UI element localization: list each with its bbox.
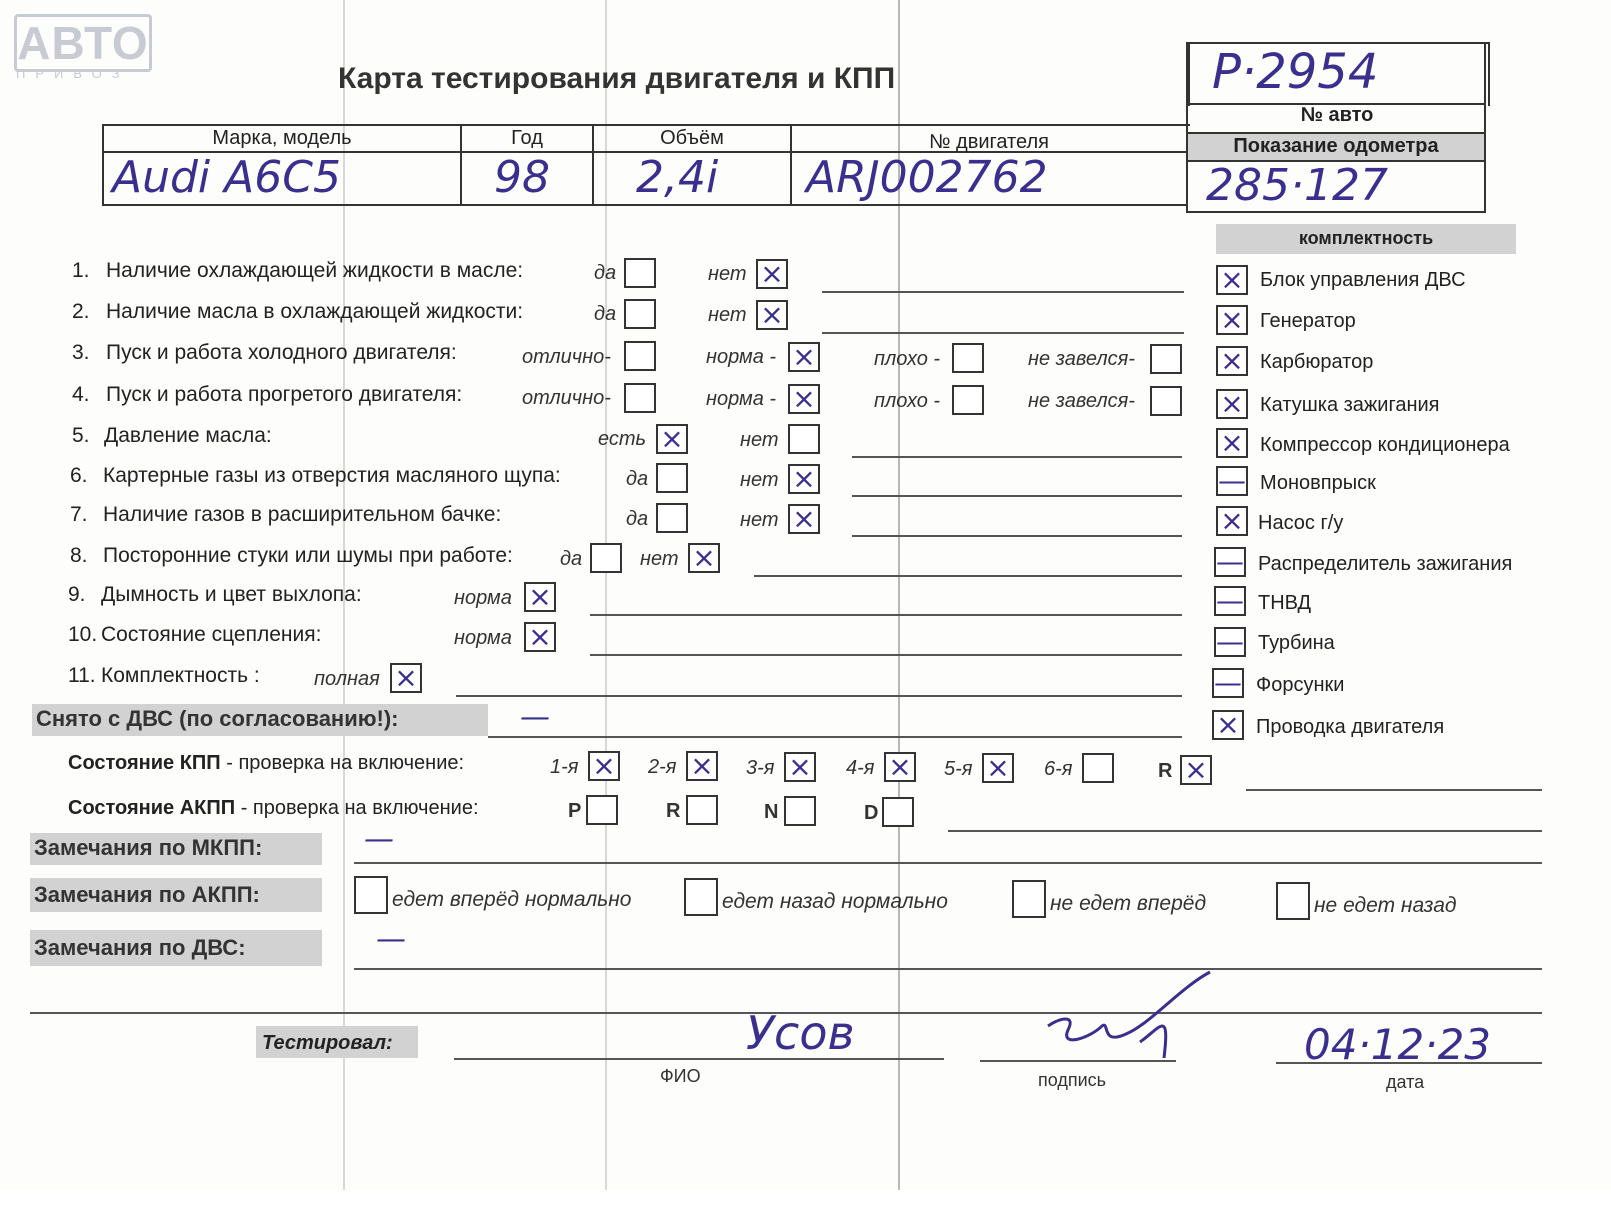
option-checkbox[interactable]: ×	[756, 259, 788, 289]
comment-line	[354, 968, 1542, 970]
question-text: Картерные газы из отверстия масляного щупа:	[103, 464, 561, 487]
completeness-item: Генератор	[1260, 310, 1356, 332]
mode-checkbox[interactable]	[882, 797, 914, 827]
option-label: нет	[740, 429, 779, 451]
header-odometer: Показание одометра	[1233, 135, 1439, 157]
gear-checkbox[interactable]: ×	[1180, 755, 1212, 785]
question-number: 11.	[68, 664, 96, 687]
option-checkbox[interactable]	[952, 343, 984, 373]
header-year: Год	[511, 127, 543, 149]
gear-label: R	[1158, 760, 1173, 782]
question-number: 6.	[70, 464, 88, 487]
completeness-item: Форсунки	[1256, 674, 1345, 696]
completeness-item: Проводка двигателя	[1256, 716, 1445, 738]
option-label: не завелся-	[1028, 348, 1135, 370]
car-number-value: Р·2954	[1212, 44, 1379, 100]
completeness-checkbox[interactable]: ×	[1216, 506, 1248, 536]
akpp-label: Состояние АКПП - проверка на включение:	[68, 797, 479, 819]
question-text: Комплектность :	[101, 664, 260, 687]
comment-line	[1246, 789, 1542, 791]
signature-caption: подпись	[1038, 1070, 1107, 1090]
completeness-item: Карбюратор	[1260, 351, 1374, 373]
question-number: 1.	[72, 259, 90, 282]
akpp-remark-option: едет вперёд нормально	[392, 888, 632, 911]
question-text: Состояние сцепления:	[101, 623, 322, 646]
option-checkbox[interactable]: ×	[688, 543, 720, 573]
question-number: 7.	[70, 503, 88, 526]
option-label: да	[560, 548, 583, 570]
option-checkbox[interactable]	[1150, 344, 1182, 374]
question-text: Наличие охлаждающей жидкости в масле:	[106, 259, 524, 282]
option-checkbox[interactable]: ×	[524, 582, 556, 612]
mode-checkbox[interactable]	[784, 796, 816, 826]
option-label: не завелся-	[1028, 390, 1135, 412]
completeness-item: ТНВД	[1258, 592, 1312, 614]
question-number: 5.	[72, 424, 90, 447]
value-make: Audi A6C5	[112, 152, 341, 203]
comment-line	[354, 862, 1542, 864]
option-label: нет	[640, 548, 679, 570]
option-label: отлично-	[522, 346, 611, 368]
mode-label: N	[764, 801, 779, 823]
option-label: норма -	[706, 346, 777, 368]
mode-label: P	[568, 800, 582, 822]
gear-label: 6-я	[1044, 758, 1073, 780]
value-engine-number: ARJ002762	[806, 152, 1048, 203]
question-text: Дымность и цвет выхлопа:	[101, 583, 362, 606]
option-label: да	[626, 468, 649, 490]
option-checkbox[interactable]	[624, 258, 656, 288]
fio-value: Усов	[746, 1006, 855, 1060]
value-odometer: 285·127	[1206, 160, 1388, 211]
comment-line	[822, 332, 1184, 334]
completeness-checkbox[interactable]: ×	[1216, 305, 1248, 335]
option-checkbox[interactable]	[656, 463, 688, 493]
remarks-akpp-label: Замечания по АКПП:	[34, 882, 260, 907]
completeness-item: Насос г/у	[1258, 512, 1344, 534]
completeness-checkbox[interactable]: —	[1216, 584, 1244, 617]
completeness-checkbox[interactable]: —	[1218, 464, 1246, 497]
completeness-checkbox[interactable]: ×	[1216, 265, 1248, 295]
option-label: норма -	[706, 388, 777, 410]
completeness-title: комплектность	[1298, 228, 1434, 248]
completeness-checkbox[interactable]: ×	[1212, 710, 1244, 740]
comment-line	[948, 830, 1542, 832]
akpp-remark-checkbox[interactable]	[354, 876, 388, 914]
option-checkbox[interactable]: ×	[788, 464, 820, 494]
gear-checkbox[interactable]: ×	[884, 752, 916, 782]
gear-label: 3-я	[746, 757, 775, 779]
gear-label: 4-я	[846, 757, 875, 779]
option-label: да	[594, 262, 617, 284]
comment-line	[852, 535, 1182, 537]
gear-checkbox[interactable]: ×	[784, 752, 816, 782]
akpp-remark-option: едет назад нормально	[722, 890, 948, 913]
mode-checkbox[interactable]	[686, 795, 718, 825]
removed-value: —	[520, 700, 550, 735]
option-checkbox[interactable]: ×	[788, 384, 820, 414]
comment-line	[590, 614, 1182, 616]
option-label: плохо -	[874, 348, 941, 370]
mode-checkbox[interactable]	[586, 795, 618, 825]
question-number: 4.	[72, 383, 90, 406]
question-text: Посторонние стуки или шумы при работе:	[103, 544, 513, 567]
fio-line	[454, 1058, 944, 1060]
page-title: Карта тестирования двигателя и КПП	[338, 62, 896, 95]
option-label: полная	[314, 668, 380, 690]
value-volume: 2,4i	[636, 152, 719, 203]
logo: АВТО	[14, 14, 152, 72]
option-label: норма	[454, 627, 512, 649]
completeness-item: Компрессор кондиционера	[1260, 434, 1510, 456]
gear-checkbox[interactable]	[1082, 753, 1114, 783]
option-checkbox[interactable]	[788, 424, 820, 454]
comment-line	[488, 736, 1182, 738]
option-checkbox[interactable]: ×	[656, 424, 688, 454]
comment-line	[456, 695, 1182, 697]
option-label: нет	[740, 469, 779, 491]
option-checkbox[interactable]: ×	[390, 663, 422, 693]
option-label: отлично-	[522, 387, 611, 409]
kpp-label: Состояние КПП - проверка на включение:	[68, 752, 465, 774]
completeness-item: Моновпрыск	[1260, 472, 1376, 494]
option-checkbox[interactable]: ×	[524, 622, 556, 652]
option-label: да	[594, 303, 617, 325]
question-number: 2.	[72, 300, 90, 323]
signature	[1030, 968, 1220, 1068]
removed-label: Снято с ДВС (по согласованию!):	[36, 706, 399, 731]
akpp-remark-checkbox[interactable]	[1276, 882, 1310, 920]
tested-label: Тестировал:	[262, 1032, 393, 1054]
question-text: Наличие масла в охлаждающей жидкости:	[106, 300, 524, 323]
completeness-checkbox[interactable]: ×	[1216, 428, 1248, 458]
completeness-checkbox[interactable]: —	[1214, 666, 1242, 699]
akpp-remark-checkbox[interactable]	[684, 878, 718, 916]
completeness-checkbox[interactable]: ×	[1216, 389, 1248, 419]
completeness-item: Блок управления ДВС	[1260, 269, 1466, 291]
option-label: есть	[598, 428, 647, 450]
akpp-remark-option: не едет назад	[1314, 894, 1457, 917]
completeness-checkbox[interactable]: ×	[1216, 346, 1248, 376]
comment-line	[590, 654, 1182, 656]
gear-checkbox[interactable]: ×	[982, 753, 1014, 783]
remarks-dvs-label: Замечания по ДВС:	[34, 935, 246, 960]
option-label: да	[626, 508, 649, 530]
gear-label: 1-я	[550, 756, 579, 778]
question-number: 3.	[72, 341, 90, 364]
date-value: 04·12·23	[1304, 1020, 1492, 1069]
header-engine: № двигателя	[929, 131, 1049, 153]
header-make: Марка, модель	[212, 127, 352, 149]
date-caption: дата	[1386, 1072, 1425, 1092]
value-year: 98	[494, 152, 550, 203]
remarks-mkpp-value: —	[364, 822, 394, 857]
completeness-item: Распределитель зажигания	[1258, 553, 1513, 575]
comment-line	[852, 495, 1182, 497]
option-checkbox[interactable]: ×	[788, 342, 820, 372]
question-text: Пуск и работа холодного двигателя:	[106, 341, 457, 364]
question-number: 8.	[70, 544, 88, 567]
option-checkbox[interactable]: ×	[788, 504, 820, 534]
akpp-remark-option: не едет вперёд	[1050, 892, 1207, 915]
gear-label: 5-я	[944, 758, 973, 780]
car-number-label: № авто	[1300, 104, 1374, 126]
option-checkbox[interactable]	[624, 299, 656, 329]
comment-line	[852, 456, 1182, 458]
header-volume: Объём	[660, 127, 724, 149]
question-number: 9.	[68, 583, 86, 606]
option-label: нет	[708, 263, 747, 285]
remarks-dvs-value: —	[376, 922, 406, 957]
option-checkbox[interactable]	[590, 543, 622, 573]
mode-label: D	[864, 802, 879, 824]
remarks-mkpp-label: Замечания по МКПП:	[34, 835, 263, 860]
question-text: Наличие газов в расширительном бачке:	[103, 503, 502, 526]
completeness-checkbox[interactable]: —	[1216, 545, 1244, 578]
question-text: Пуск и работа прогретого двигателя:	[106, 383, 463, 406]
option-checkbox[interactable]	[1150, 386, 1182, 416]
question-text: Давление масла:	[104, 424, 272, 447]
gear-checkbox[interactable]: ×	[588, 751, 620, 781]
option-checkbox[interactable]	[952, 385, 984, 415]
question-number: 10.	[68, 623, 98, 646]
option-label: норма	[454, 587, 512, 609]
completeness-checkbox[interactable]: —	[1216, 625, 1244, 658]
completeness-item: Турбина	[1258, 632, 1335, 654]
option-checkbox[interactable]: ×	[756, 300, 788, 330]
option-checkbox[interactable]	[656, 503, 688, 533]
completeness-item: Катушка зажигания	[1260, 394, 1440, 416]
option-label: нет	[740, 509, 779, 531]
fio-caption: ФИО	[660, 1066, 701, 1086]
option-label: плохо -	[874, 390, 941, 412]
logo-subtitle: ПРИВОЗ	[16, 66, 130, 81]
gear-label: 2-я	[648, 756, 677, 778]
option-checkbox[interactable]	[624, 341, 656, 371]
gear-checkbox[interactable]: ×	[686, 751, 718, 781]
mode-label: R	[666, 800, 681, 822]
comment-line	[822, 291, 1184, 293]
akpp-remark-checkbox[interactable]	[1012, 880, 1046, 918]
option-checkbox[interactable]	[624, 383, 656, 413]
option-label: нет	[708, 304, 747, 326]
comment-line	[754, 575, 1182, 577]
